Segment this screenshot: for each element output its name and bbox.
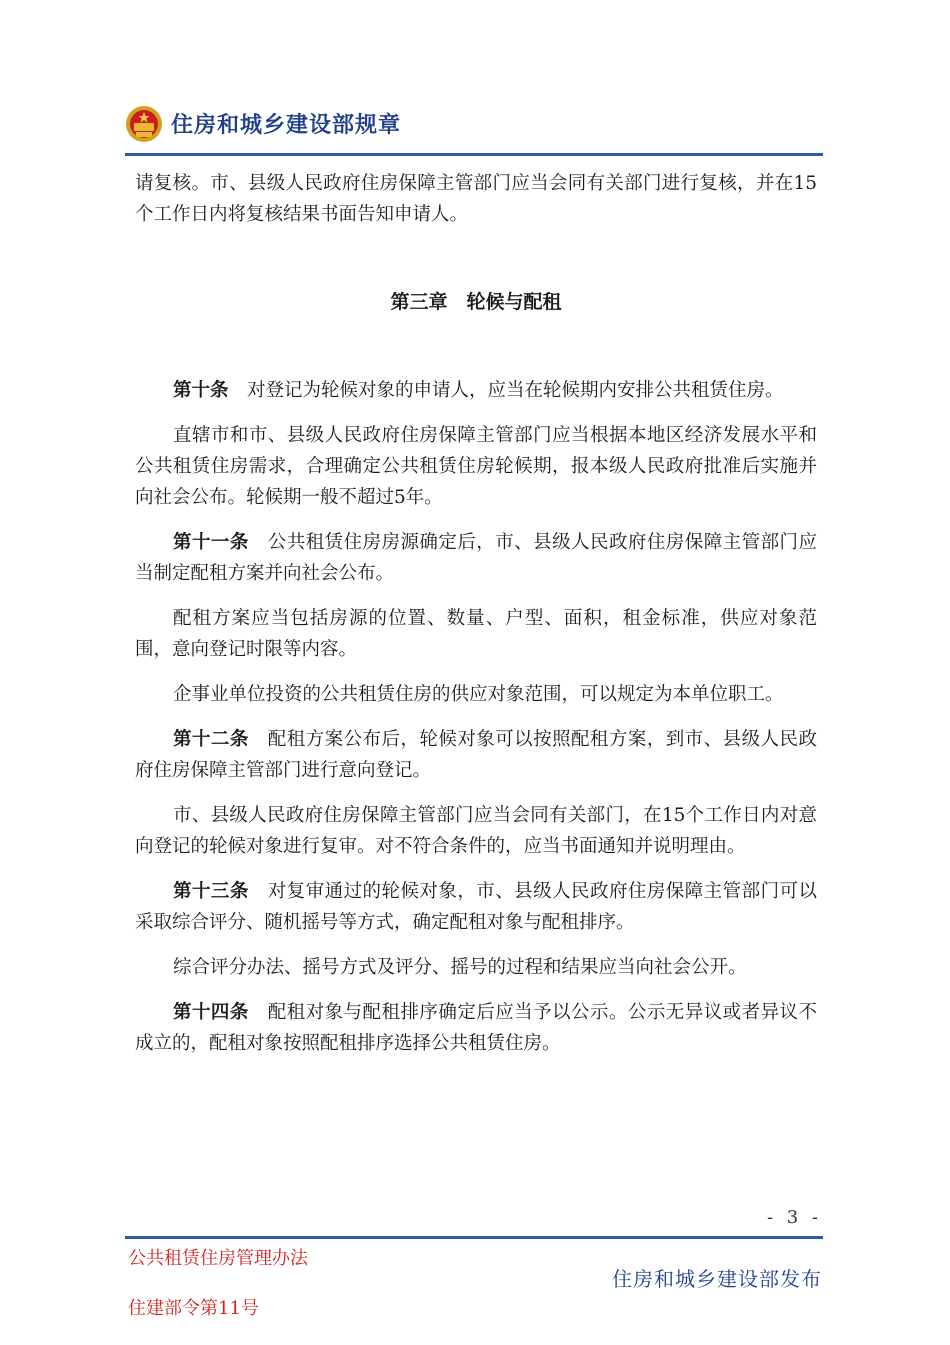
footer-doc-title: 公共租赁住房管理办法 [128,1248,308,1269]
article-paragraph [135,527,817,589]
article-number: 第十一条 [173,532,249,553]
article-text: 配租对象与配租排序确定后应当予以公示。公示无异议或者异议不成立的，配租对象按照配租排序选择公共租赁住房。 [135,1002,817,1054]
paragraph [135,420,817,513]
article-number: 第十二条 [173,729,249,750]
article-paragraph [135,997,817,1059]
article-list [135,375,817,1059]
article-text: 企事业单位投资的公共租赁住房的供应对象范围，可以规定为本单位职工。 [173,684,784,705]
article-paragraph [135,375,817,406]
national-emblem-icon [125,104,163,144]
article-paragraph [135,876,817,938]
chapter-heading: 第三章 轮候与配租 [390,291,562,313]
page-number: - 3 - [766,1207,822,1228]
article-text: 配租方案公布后，轮候对象可以按照配租方案，到市、县级人民政府住房保障主管部门进行意向登记。 [135,729,817,781]
paragraph [135,952,817,983]
article-text: 对复审通过的轮候对象，市、县级人民政府住房保障主管部门可以采取综合评分、随机摇号等方式，确定配租对象与配租排序。 [135,881,817,933]
continued-paragraph [135,168,817,230]
header-title: 住房和城乡建设部规章 [171,113,402,138]
header-divider [125,153,823,156]
article-text: 公共租赁住房房源确定后，市、县级人民政府住房保障主管部门应当制定配租方案并向社会公布。 [135,532,817,584]
footer-publisher: 住房和城乡建设部发布 [612,1267,822,1291]
article-text: 综合评分办法、摇号方式及评分、摇号的过程和结果应当向社会公开。 [173,957,747,978]
footer-divider [125,1236,823,1239]
article-number: 第十四条 [173,1002,249,1023]
article-text: 对登记为轮候对象的申请人，应当在轮候期内安排公共租赁住房。 [228,380,784,401]
article-number: 第十三条 [173,881,249,902]
article-text: 市、县级人民政府住房保障主管部门应当会同有关部门，在15个工作日内对意向登记的轮候对象进行复审。对不符合条件的，应当书面通知并说明理由。 [135,805,817,857]
article-number: 第十条 [173,380,229,401]
footer-doc-number: 住建部令第11号 [128,1298,259,1319]
article-text: 配租方案应当包括房源的位置、数量、户型、面积，租金标准，供应对象范围，意向登记时限等内容。 [135,608,817,660]
paragraph [135,603,817,665]
paragraph [135,679,817,710]
paragraph [135,800,817,862]
page-header [125,100,823,156]
article-paragraph [135,724,817,786]
paragraph: 请复核。市、县级人民政府住房保障主管部门应当会同有关部门进行复核，并在15个工作日内将复核结果书面告知申请人。 [135,173,817,225]
article-text: 直辖市和市、县级人民政府住房保障主管部门应当根据本地区经济发展水平和公共租赁住房需求，合理确定公共租赁住房轮候期，报本级人民政府批准后实施并向社会公布。轮候期一般不超过5年。 [135,425,817,508]
